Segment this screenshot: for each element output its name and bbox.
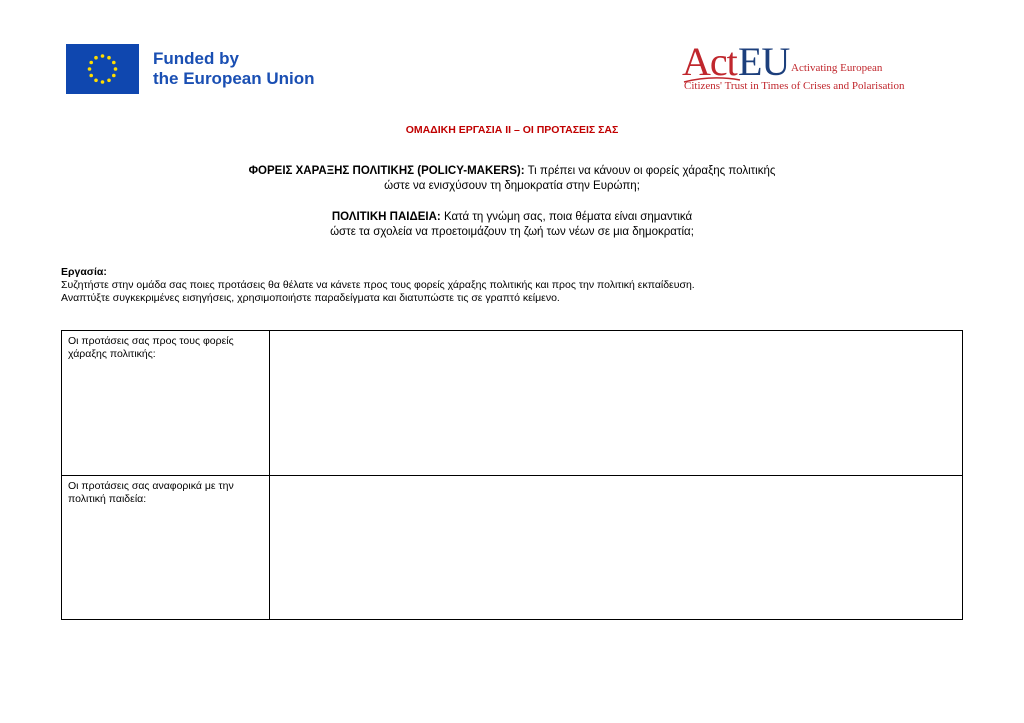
acteu-brand-eu: EU (738, 39, 790, 84)
question-2-line-2: ώστε τα σχολεία να προετοιμάζουν τη ζωή των νέων σε μια δημοκρατία; (330, 226, 694, 238)
acteu-brand-act: Act (682, 39, 737, 84)
eu-line-1: Funded by (153, 49, 239, 68)
row-1-label: Οι προτάσεις σας προς τους φορείς χάραξης πολιτικής: (62, 331, 270, 476)
task-line-1: Συζητήστε στην ομάδα σας ποιες προτάσεις θα θέλατε να κάνετε προς τους φορείς χάραξης πολιτικής και προς την πολιτική εκπαίδευση. (61, 279, 695, 291)
question-1-line-1: Τι πρέπει να κάνουν οι φορείς χάραξης πολιτικής (524, 165, 776, 177)
acteu-tagline-1: Activating European (791, 62, 883, 74)
eu-flag-icon (66, 44, 139, 94)
question-2-heading: ΠΟΛΙΤΙΚΗ ΠΑΙΔΕΙΑ: (331, 211, 441, 223)
answers-table (61, 330, 963, 620)
question-1-heading: ΦΟΡΕΙΣ ΧΑΡΑΞΗΣ ΠΟΛΙΤΙΚΗΣ (POLICY-MAKERS): (248, 165, 525, 177)
question-civic-education (0, 210, 1024, 240)
eu-funding-logo (66, 44, 315, 94)
table-row (62, 476, 963, 620)
task-line-2: Αναπτύξτε συγκεκριμένες εισηγήσεις, χρησιμοποιήστε παραδείγματα και διατυπώστε τις σε γραπτό κείμενο. (61, 292, 560, 304)
question-1-line-2: ώστε να ενισχύσουν τη δημοκρατία στην Ευρώπη; (384, 180, 640, 192)
task-instructions (61, 266, 695, 305)
eu-line-2: the European Union (153, 69, 315, 88)
question-2-line-1: Κατά τη γνώμη σας, ποια θέματα είναι σημαντικά (440, 211, 693, 223)
page-title: ΟΜΑΔΙΚΗ ΕΡΓΑΣΙΑ ΙΙ – ΟΙ ΠΡΟΤΑΣΕΙΣ ΣΑΣ (405, 124, 619, 136)
row-2-label: Οι προτάσεις σας αναφορικά με την πολιτική παιδεία: (62, 476, 270, 620)
acteu-logo (682, 40, 962, 98)
question-policy-makers (0, 164, 1024, 194)
eu-funding-text (153, 49, 315, 89)
table-row (62, 331, 963, 476)
policy-makers-answer-field[interactable] (270, 331, 963, 476)
civic-education-answer-field[interactable] (270, 476, 963, 620)
task-heading: Εργασία: (61, 266, 107, 278)
acteu-tagline-2: Citizens' Trust in Times of Crises and Polarisation (684, 80, 905, 92)
